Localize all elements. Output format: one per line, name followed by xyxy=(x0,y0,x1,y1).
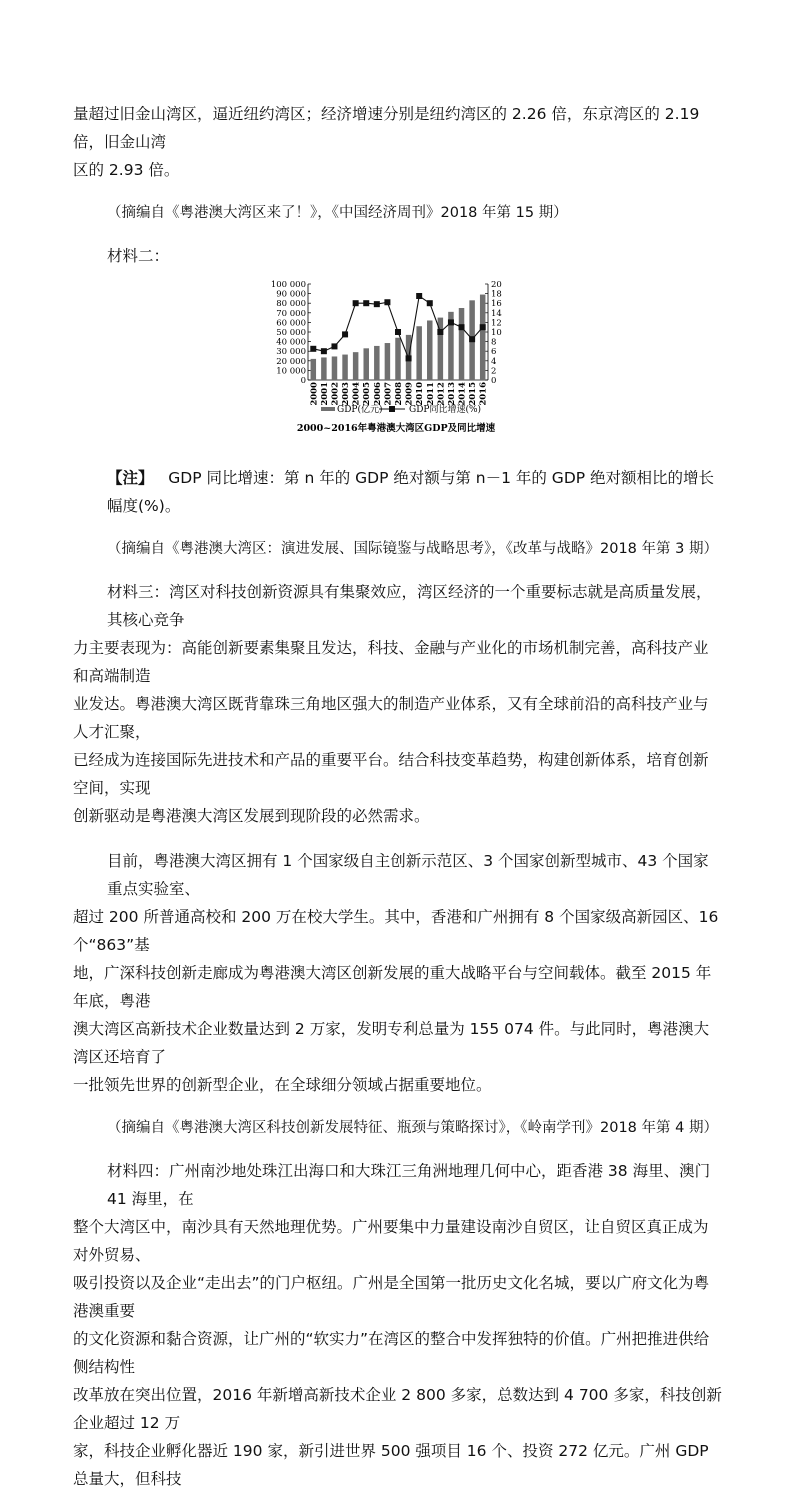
material4-line-3: 吸引投资以及企业“走出去”的门户枢纽。广州是全国第一批历史文化名城，要以广府文化为粤港澳重要 xyxy=(73,1274,710,1320)
material3-p2-line-1: 目前，粤港澳大湾区拥有 1 个国家级自主创新示范区、3 个国家创新型城市、43 个国家重点实验室、 xyxy=(107,852,709,898)
y-right-tick-label: 6 xyxy=(491,347,497,358)
growth-rate-marker xyxy=(374,301,380,307)
y-left-tick-label: 40 000 xyxy=(276,337,306,348)
y-left-tick-label: 0 xyxy=(300,376,306,386)
x-tick-label: 2016 xyxy=(478,382,489,406)
growth-rate-marker xyxy=(427,300,433,306)
material1-line-2: 区的 2.93 倍。 xyxy=(73,161,180,179)
material4-line-5: 改革放在突出位置，2016 年新增高新技术企业 2 800 多家，总数达到 4 700 多家，科技创新企业超过 12 万 xyxy=(73,1386,722,1432)
x-tick-label: 2008 xyxy=(394,382,404,406)
y-left-tick-label: 10 000 xyxy=(276,366,306,377)
growth-rate-marker xyxy=(448,319,454,325)
y-right-tick-label: 16 xyxy=(491,299,502,310)
y-right-tick-label: 14 xyxy=(491,308,502,319)
gdp-bar xyxy=(459,308,465,380)
gdp-bar xyxy=(311,359,317,380)
growth-rate-marker xyxy=(480,324,486,330)
material3-line-3: 业发达。粤港澳大湾区既背靠珠三角地区强大的制造产业体系，又有全球前沿的高科技产业与人才汇聚， xyxy=(73,695,709,741)
y-left-tick-label: 80 000 xyxy=(276,299,306,310)
growth-rate-marker xyxy=(384,299,390,305)
growth-rate-marker xyxy=(353,300,359,306)
gdp-bar xyxy=(321,357,327,380)
gdp-bar xyxy=(353,352,359,380)
x-tick-label: 2013 xyxy=(446,382,457,406)
gdp-bar xyxy=(385,343,391,380)
material2-source: （摘编自《粤港澳大湾区：演进发展、国际镜鉴与战略思考》，《改革与战略》2018 年第 3 期） xyxy=(107,541,718,557)
growth-rate-marker xyxy=(459,324,465,330)
x-tick-label: 2012 xyxy=(436,382,447,406)
y-left-tick-label: 50 000 xyxy=(276,328,306,338)
y-left-tick-label: 20 000 xyxy=(276,356,306,367)
x-tick-label: 2003 xyxy=(341,382,352,406)
material3-line-5: 创新驱动是粤港澳大湾区发展到现阶段的必然需求。 xyxy=(73,807,430,825)
gdp-bar xyxy=(480,295,486,380)
material3-source: （摘编自《粤港澳大湾区科技创新发展特征、瓶颈与策略探讨》，《岭南学刊》2018 年第 4 期） xyxy=(107,1120,718,1136)
growth-rate-marker xyxy=(310,346,316,352)
document-page xyxy=(73,100,723,1493)
gdp-bar xyxy=(363,348,369,380)
material3-line-4: 已经成为连接国际先进技术和产品的重要平台。结合科技变革趋势，构建创新体系，培育创新空间，实现 xyxy=(73,751,709,797)
note-text: GDP 同比增速：第 n 年的 GDP 绝对额与第 n－1 年的 GDP 绝对额相比的增长幅度(%)。 xyxy=(107,469,715,515)
material3-p2-line-4: 澳大湾区高新技术企业数量达到 2 万家，发明专利总量为 155 074 件。与此同时，粤港澳大湾区还培育了 xyxy=(73,1020,710,1066)
y-left-tick-label: 90 000 xyxy=(276,289,306,300)
x-tick-label: 2010 xyxy=(415,382,426,406)
legend-bar-label: GDP(亿元) xyxy=(337,405,383,415)
material4-line-4: 的文化资源和黏合资源，让广州的“软实力”在湾区的整合中发挥独特的价值。广州把推进供给侧结构性 xyxy=(73,1330,710,1376)
y-left-tick-label: 70 000 xyxy=(276,308,306,319)
legend-line-marker xyxy=(389,406,395,412)
legend-bar-swatch xyxy=(321,407,335,411)
material3-p2-line-3: 地，广深科技创新走廊成为粤港澳大湾区创新发展的重大战略平台与空间载体。截至 2015 年年底，粤港 xyxy=(73,964,712,1010)
material1-source: （摘编自《粤港澳大湾区来了！》，《中国经济周刊》2018 年第 15 期） xyxy=(107,205,568,221)
growth-rate-marker xyxy=(437,329,443,335)
x-tick-label: 2002 xyxy=(330,382,341,406)
y-right-tick-label: 8 xyxy=(491,337,497,348)
x-tick-label: 2006 xyxy=(372,382,383,406)
growth-rate-marker xyxy=(469,336,475,342)
growth-rate-marker xyxy=(416,293,422,299)
x-tick-label: 2011 xyxy=(425,382,436,406)
x-tick-label: 2005 xyxy=(362,382,373,406)
gdp-bar xyxy=(395,338,401,380)
material3-p2-line-5: 一批领先世界的创新型企业，在全球细分领域占据重要地位。 xyxy=(73,1076,492,1094)
y-right-tick-label: 18 xyxy=(491,289,502,300)
x-tick-label: 2015 xyxy=(468,382,479,406)
gdp-bar xyxy=(374,346,380,380)
x-tick-label: 2014 xyxy=(457,382,468,406)
material3-line-2: 力主要表现为：高能创新要素集聚且发达，科技、金融与产业化的市场机制完善，高科技产业和高端制造 xyxy=(73,639,709,685)
growth-rate-marker xyxy=(331,343,337,349)
material3-p2-line-2: 超过 200 所普通高校和 200 万在校大学生。其中，香港和广州拥有 8 个国家级高新园区、16 个“863”基 xyxy=(73,908,719,954)
y-right-tick-label: 2 xyxy=(491,366,497,377)
x-tick-label: 2004 xyxy=(351,382,362,406)
y-right-tick-label: 4 xyxy=(491,356,497,367)
x-tick-label: 2009 xyxy=(404,382,415,406)
material1-line-1: 量超过旧金山湾区，逼近纽约湾区；经济增速分别是纽约湾区的 2.26 倍，东京湾区的 2.19 倍，旧金山湾 xyxy=(73,105,700,151)
y-left-tick-label: 30 000 xyxy=(276,347,306,358)
y-right-tick-label: 10 xyxy=(491,328,502,338)
y-left-tick-label: 100 000 xyxy=(270,280,306,290)
material4-line-6: 家，科技企业孵化器近 190 家，新引进世界 500 强项目 16 个、投资 272 亿元。广州 GDP 总量大，但科技 xyxy=(73,1442,709,1488)
gdp-bar xyxy=(416,326,422,380)
y-left-tick-label: 60 000 xyxy=(276,318,306,329)
y-right-tick-label: 20 xyxy=(491,280,502,290)
gdp-bar xyxy=(342,355,348,380)
material4-line-1: 材料四：广州南沙地处珠江出海口和大珠江三角洲地理几何中心，距香港 38 海里、澳门 41 海里，在 xyxy=(107,1162,711,1208)
x-tick-label: 2001 xyxy=(319,382,330,406)
growth-rate-marker xyxy=(406,355,412,361)
gdp-bar xyxy=(427,320,433,380)
y-right-tick-label: 0 xyxy=(491,376,497,386)
growth-rate-marker xyxy=(395,329,401,335)
x-tick-label: 2007 xyxy=(383,382,394,406)
material2-label: 材料二： xyxy=(107,247,170,265)
note-paragraph xyxy=(73,464,723,520)
gdp-bar xyxy=(332,356,338,380)
legend-line-label: GDP同比增速(%) xyxy=(409,405,482,415)
growth-rate-marker xyxy=(342,331,348,337)
chart-title: 2000~2016年粤港澳大湾区GDP及同比增速 xyxy=(296,423,496,434)
growth-rate-marker xyxy=(321,348,327,354)
y-right-tick-label: 12 xyxy=(491,318,502,329)
material4-line-2: 整个大湾区中，南沙具有天然地理优势。广州要集中力量建设南沙自贸区，让自贸区真正成为对外贸易、 xyxy=(73,1218,709,1264)
gdp-chart xyxy=(261,276,531,452)
growth-rate-marker xyxy=(363,300,369,306)
note-label: 【注】 xyxy=(107,469,154,487)
material3-line-1: 材料三：湾区对科技创新资源具有集聚效应，湾区经济的一个重要标志就是高质量发展，其核心竞争 xyxy=(107,583,712,629)
x-tick-label: 2000 xyxy=(309,382,320,406)
